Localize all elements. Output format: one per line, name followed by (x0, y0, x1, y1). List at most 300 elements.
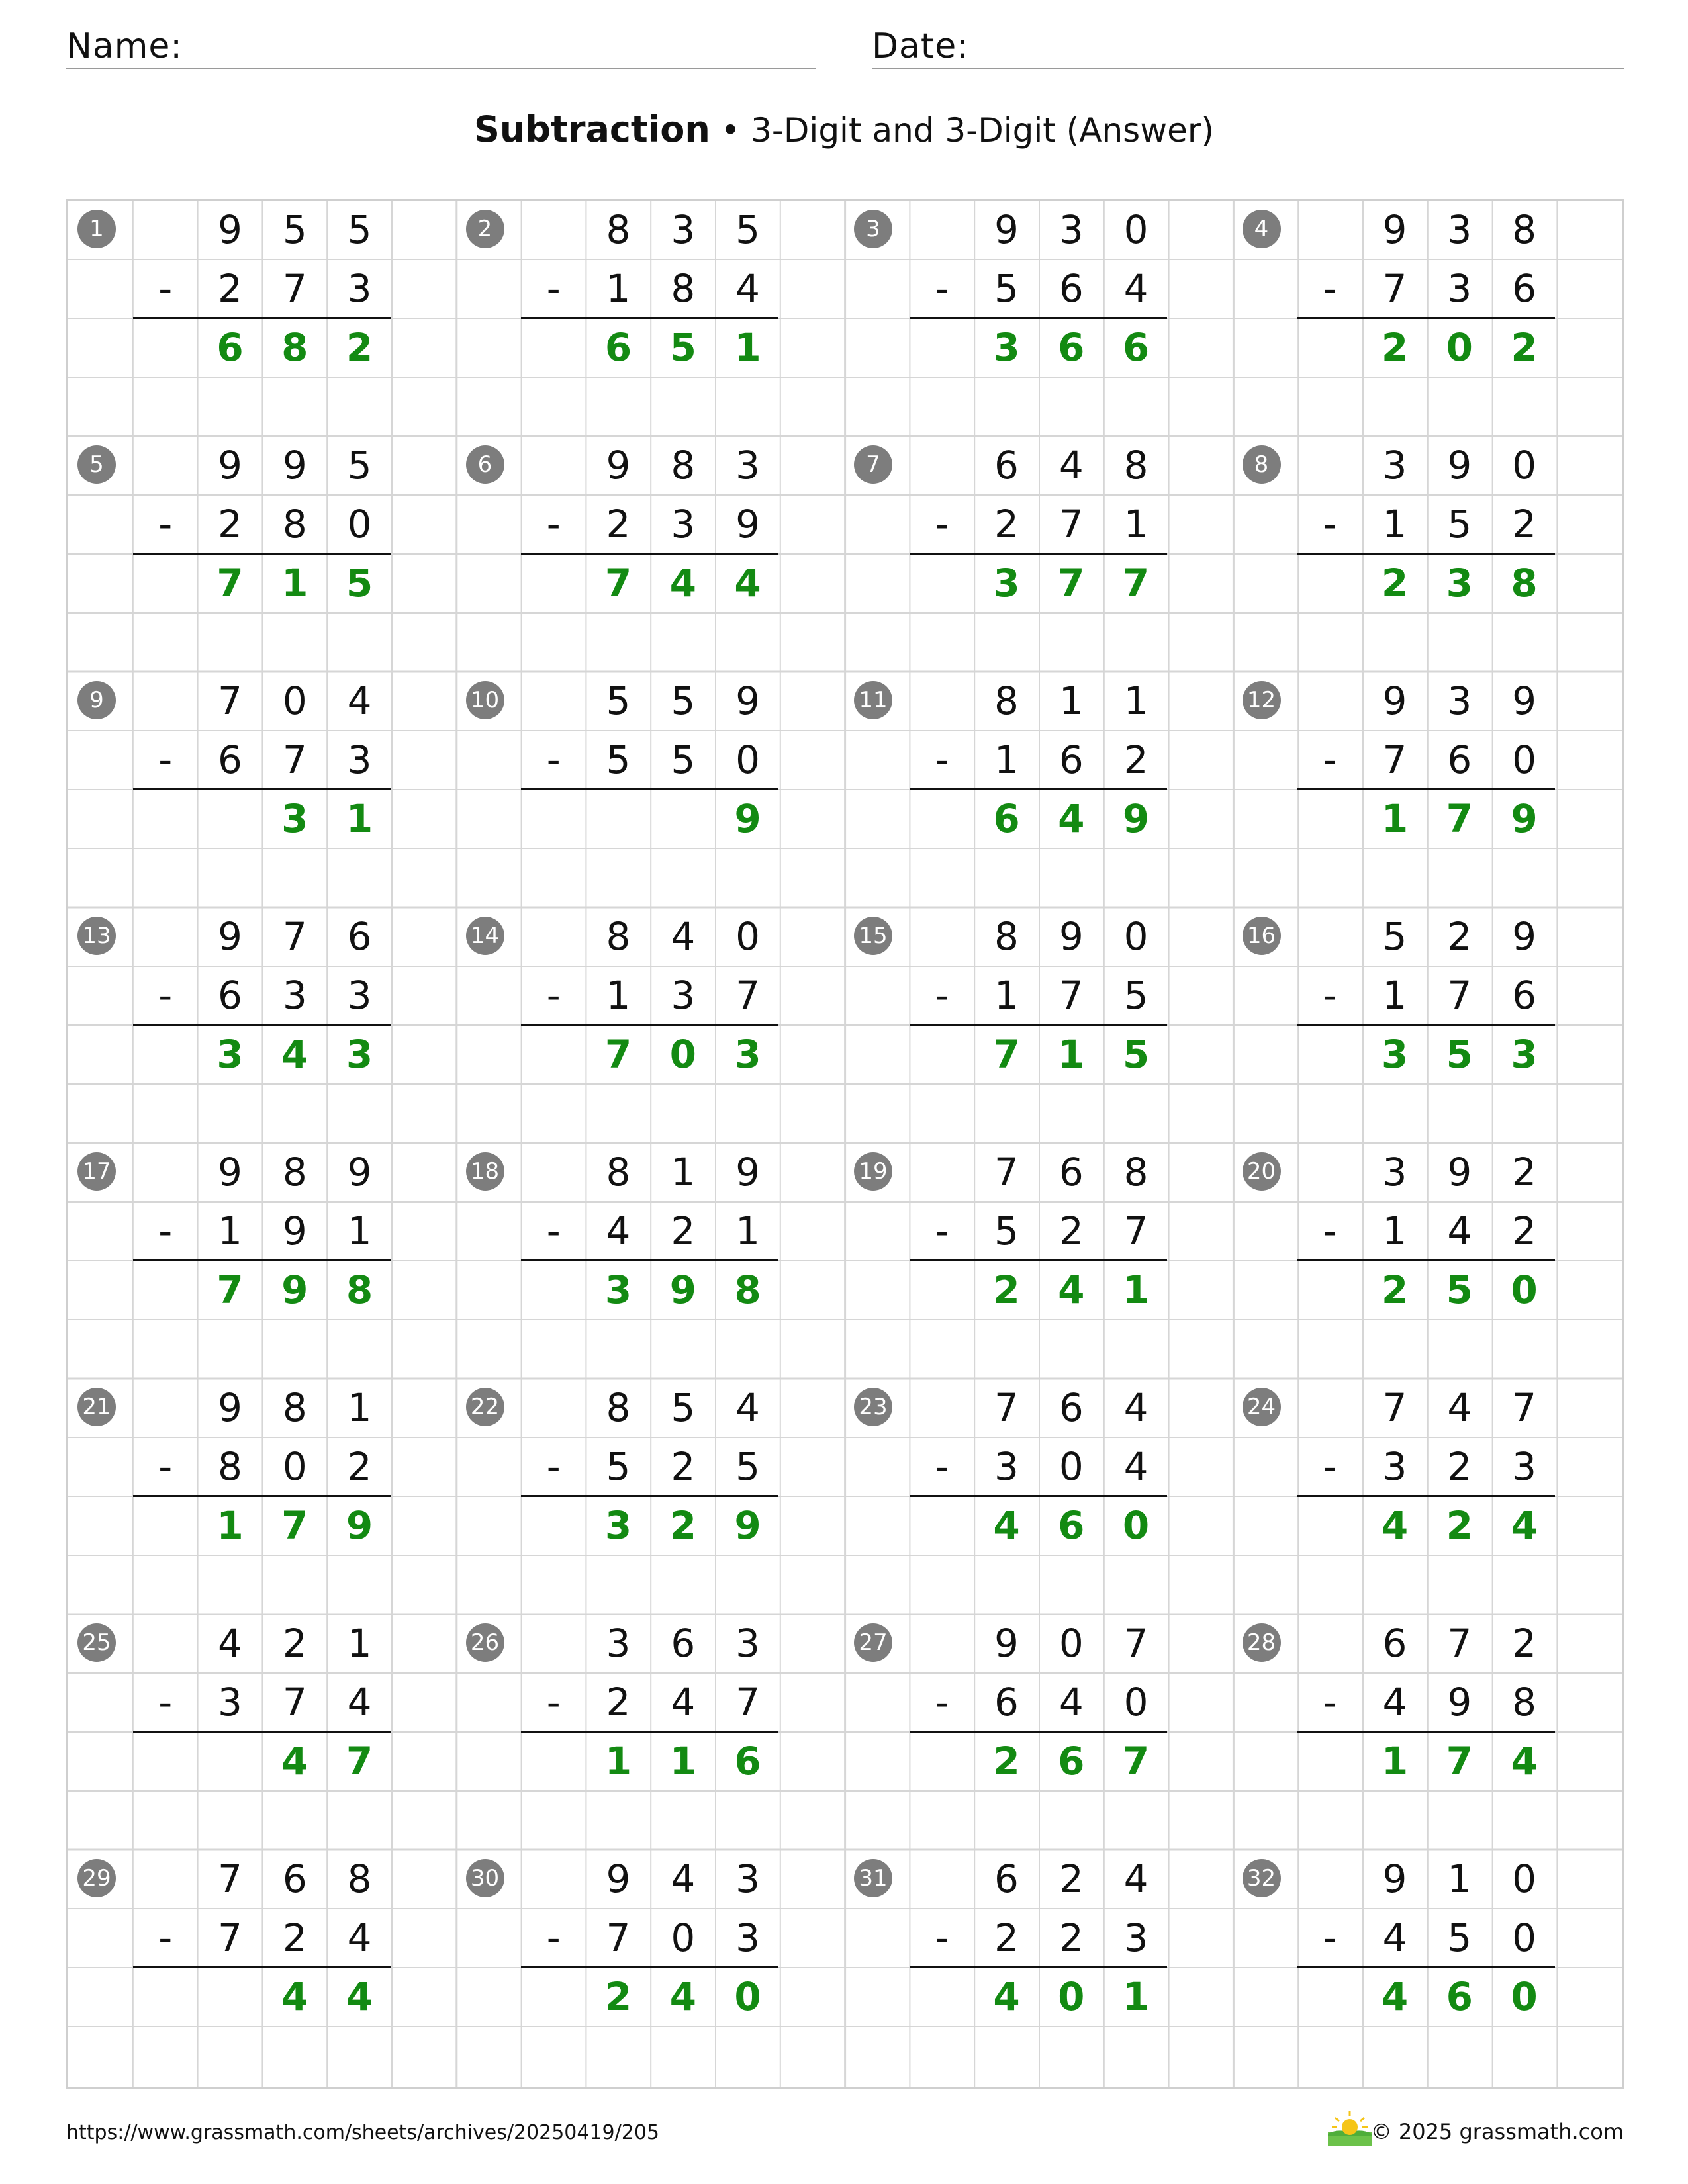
subtrahend-digit: 0 (1058, 1444, 1084, 1489)
problem-number-badge: 28 (1243, 1623, 1281, 1662)
answer-digit: 7 (1058, 561, 1085, 606)
problem-number-badge: 20 (1243, 1152, 1281, 1191)
minus-sign: - (546, 1208, 561, 1253)
problem-number-badge: 8 (1243, 445, 1281, 484)
minus-sign: - (1323, 502, 1337, 547)
minus-sign: - (1323, 1915, 1337, 1960)
minuend-digit: 9 (1512, 914, 1537, 959)
problem-number-badge: 24 (1243, 1388, 1281, 1426)
subtrahend-digit: 1 (994, 737, 1019, 782)
answer-digit: 5 (1446, 1267, 1473, 1312)
answer-digit: 2 (1381, 1267, 1409, 1312)
answer-digit: 0 (669, 1032, 696, 1077)
problem-number-badge: 21 (77, 1388, 116, 1426)
minus-sign: - (1323, 1208, 1337, 1253)
subtrahend-digit: 7 (282, 737, 307, 782)
subtrahend-digit: 3 (994, 1444, 1019, 1489)
problem-number-badge: 32 (1243, 1859, 1281, 1897)
subtrahend-digit: 2 (1512, 502, 1537, 547)
minus-sign: - (546, 1680, 561, 1725)
subtrahend-digit: 7 (735, 1680, 761, 1725)
minuend-digit: 5 (347, 207, 372, 252)
problem-number-badge: 3 (854, 210, 892, 248)
subtrahend-digit: 5 (671, 737, 696, 782)
problem-24 (1233, 1379, 1622, 1614)
minuend-digit: 0 (1123, 914, 1149, 959)
minuend-digit: 8 (282, 1385, 307, 1430)
minus-sign: - (935, 1208, 949, 1253)
minuend-digit: 1 (1058, 678, 1084, 723)
answer-digit: 4 (281, 1032, 308, 1077)
answer-digit: 4 (669, 1974, 696, 2019)
minus-sign: - (1323, 1444, 1337, 1489)
answer-digit: 9 (1511, 796, 1538, 841)
subtrahend-digit: 5 (606, 737, 631, 782)
answer-digit (198, 1968, 263, 2026)
problem-number-badge: 2 (466, 210, 504, 248)
minuend-digit: 6 (1058, 1385, 1084, 1430)
problem-4 (1233, 201, 1622, 436)
minuend-digit: 8 (994, 914, 1019, 959)
problem-19 (845, 1143, 1233, 1379)
problem-25 (68, 1614, 457, 1850)
minuend-digit: 5 (735, 207, 761, 252)
answer-digit: 3 (604, 1267, 632, 1312)
subtrahend-digit: 7 (1058, 973, 1084, 1018)
minuend-digit: 1 (347, 1621, 372, 1666)
answer-digit: 0 (1446, 325, 1473, 370)
minuend-digit: 3 (1382, 443, 1407, 488)
minuend-digit: 9 (218, 1385, 242, 1430)
problem-29 (68, 1850, 457, 2085)
minus-sign: - (546, 737, 561, 782)
minus-sign: - (1323, 1680, 1337, 1725)
minus-sign: - (158, 973, 173, 1018)
minuend-digit: 5 (671, 1385, 696, 1430)
minus-sign: - (1323, 737, 1337, 782)
answer-rule (910, 553, 1167, 555)
minuend-digit: 3 (1447, 207, 1472, 252)
minuend-digit: 0 (1512, 443, 1537, 488)
footer-copyright: © 2025 grassmath.com (1370, 2119, 1624, 2144)
minuend-digit: 3 (735, 443, 761, 488)
problem-number-badge: 12 (1243, 681, 1281, 719)
subtrahend-digit: 3 (1512, 1444, 1537, 1489)
answer-digit: 7 (281, 1503, 308, 1548)
answer-digit: 1 (1058, 1032, 1085, 1077)
subtrahend-digit: 2 (606, 502, 631, 547)
subtrahend-digit: 4 (671, 1680, 696, 1725)
subtrahend-digit: 4 (1123, 1444, 1149, 1489)
subtrahend-digit: 1 (1382, 1208, 1407, 1253)
minuend-digit: 4 (1447, 1385, 1472, 1430)
subtrahend-digit: 4 (1382, 1680, 1407, 1725)
problem-number-badge: 14 (466, 917, 504, 955)
minus-sign: - (935, 1680, 949, 1725)
subtrahend-digit: 4 (1447, 1208, 1472, 1253)
minuend-digit: 3 (1447, 678, 1472, 723)
problem-1 (68, 201, 457, 436)
minuend-digit: 6 (347, 914, 372, 959)
subtrahend-digit: 4 (347, 1915, 372, 1960)
answer-digit (651, 790, 716, 848)
answer-rule (910, 1259, 1167, 1261)
minuend-digit: 0 (1512, 1856, 1537, 1901)
subtrahend-digit: 9 (735, 502, 761, 547)
subtrahend-digit: 4 (1382, 1915, 1407, 1960)
minus-sign: - (935, 1915, 949, 1960)
subtrahend-digit: 6 (1447, 737, 1472, 782)
answer-digit: 7 (1122, 1739, 1150, 1784)
subtrahend-digit: 2 (1447, 1444, 1472, 1489)
minuend-digit: 3 (735, 1856, 761, 1901)
answer-digit: 3 (281, 796, 308, 841)
answer-digit: 2 (604, 1974, 632, 2019)
minuend-digit: 7 (282, 914, 307, 959)
answer-rule (133, 1495, 391, 1497)
minus-sign: - (935, 1444, 949, 1489)
answer-rule (1297, 1966, 1555, 1968)
subtrahend-digit: 6 (218, 737, 242, 782)
answer-digit: 4 (1381, 1503, 1409, 1548)
subtrahend-digit: 5 (1447, 502, 1472, 547)
minuend-digit: 5 (671, 678, 696, 723)
subtrahend-digit: 3 (671, 502, 696, 547)
answer-digit: 1 (1381, 1739, 1409, 1784)
minus-sign: - (158, 502, 173, 547)
minuend-digit: 4 (1058, 443, 1084, 488)
subtrahend-digit: 3 (282, 973, 307, 1018)
subtrahend-digit: 7 (218, 1915, 242, 1960)
minuend-digit: 4 (735, 1385, 761, 1430)
problem-number-badge: 9 (77, 681, 116, 719)
subtrahend-digit: 6 (1058, 737, 1084, 782)
minuend-digit: 1 (1123, 678, 1149, 723)
answer-digit: 4 (1511, 1503, 1538, 1548)
minuend-digit: 0 (1058, 1621, 1084, 1666)
answer-digit: 3 (734, 1032, 761, 1077)
answer-digit: 7 (993, 1032, 1020, 1077)
answer-digit: 9 (1122, 796, 1150, 841)
answer-digit: 9 (281, 1267, 308, 1312)
minuend-digit: 9 (606, 443, 631, 488)
minus-sign: - (158, 1915, 173, 1960)
subtrahend-digit: 1 (1382, 973, 1407, 1018)
subtrahend-digit: 7 (1058, 502, 1084, 547)
minuend-digit: 7 (1382, 1385, 1407, 1430)
answer-digit: 2 (1511, 325, 1538, 370)
subtrahend-digit: 4 (1058, 1680, 1084, 1725)
minuend-digit: 8 (1512, 207, 1537, 252)
answer-digit: 3 (993, 561, 1020, 606)
answer-rule (1297, 1024, 1555, 1026)
answer-rule (133, 553, 391, 555)
answer-digit: 2 (346, 325, 373, 370)
answer-digit: 3 (993, 325, 1020, 370)
answer-digit: 1 (734, 325, 761, 370)
minuend-digit: 1 (1447, 1856, 1472, 1901)
minus-sign: - (546, 973, 561, 1018)
footer-url[interactable]: https://www.grassmath.com/sheets/archives/20250419/205 (66, 2121, 660, 2144)
problem-26 (457, 1614, 845, 1850)
problem-8 (1233, 436, 1622, 672)
answer-digit: 2 (1381, 325, 1409, 370)
subtrahend-digit: 2 (994, 1915, 1019, 1960)
answer-digit (198, 790, 263, 848)
title-main: Subtraction (474, 109, 710, 150)
answer-digit: 0 (734, 1974, 761, 2019)
subtrahend-digit: 5 (1447, 1915, 1472, 1960)
problem-21 (68, 1379, 457, 1614)
subtrahend-digit: 6 (1512, 973, 1537, 1018)
answer-digit: 9 (346, 1503, 373, 1548)
problem-30 (457, 1850, 845, 2085)
date-field[interactable] (872, 25, 1624, 69)
answer-rule (1297, 1731, 1555, 1733)
subtrahend-digit: 3 (1123, 1915, 1149, 1960)
answer-rule (133, 1966, 391, 1968)
answer-digit: 4 (993, 1974, 1020, 2019)
subtrahend-digit: 2 (671, 1444, 696, 1489)
minuend-digit: 3 (671, 207, 696, 252)
answer-digit: 4 (1511, 1739, 1538, 1784)
problem-10 (457, 672, 845, 907)
name-field[interactable] (66, 25, 816, 69)
minus-sign: - (935, 973, 949, 1018)
minus-sign: - (158, 1444, 173, 1489)
answer-digit: 9 (734, 796, 761, 841)
answer-rule (910, 317, 1167, 319)
problem-6 (457, 436, 845, 672)
answer-digit: 5 (669, 325, 696, 370)
subtrahend-digit: 6 (994, 1680, 1019, 1725)
problem-number-badge: 13 (77, 917, 116, 955)
minuend-digit: 9 (1382, 678, 1407, 723)
answer-digit: 7 (216, 561, 244, 606)
minuend-digit: 6 (1058, 1150, 1084, 1195)
subtrahend-digit: 5 (606, 1444, 631, 1489)
minuend-digit: 8 (1123, 1150, 1149, 1195)
answer-digit: 0 (1122, 1503, 1150, 1548)
answer-digit: 4 (993, 1503, 1020, 1548)
subtrahend-digit: 3 (347, 266, 372, 311)
answer-rule (1297, 317, 1555, 319)
problem-2 (457, 201, 845, 436)
minuend-digit: 0 (735, 914, 761, 959)
minuend-digit: 4 (218, 1621, 242, 1666)
answer-rule (521, 317, 778, 319)
minuend-digit: 1 (347, 1385, 372, 1430)
problem-9 (68, 672, 457, 907)
minuend-digit: 8 (1123, 443, 1149, 488)
answer-rule (521, 1259, 778, 1261)
minuend-digit: 9 (606, 1856, 631, 1901)
minuend-digit: 2 (1447, 914, 1472, 959)
answer-rule (910, 1495, 1167, 1497)
minuend-digit: 9 (994, 1621, 1019, 1666)
subtrahend-digit: 0 (347, 502, 372, 547)
answer-digit: 6 (216, 325, 244, 370)
answer-digit: 6 (734, 1739, 761, 1784)
minuend-digit: 6 (671, 1621, 696, 1666)
minuend-digit: 8 (606, 207, 631, 252)
minuend-digit: 2 (1058, 1856, 1084, 1901)
answer-rule (521, 1966, 778, 1968)
answer-rule (521, 1495, 778, 1497)
problem-grid (66, 199, 1624, 2089)
problem-32 (1233, 1850, 1622, 2085)
minuend-digit: 8 (347, 1856, 372, 1901)
answer-digit: 2 (993, 1739, 1020, 1784)
subtrahend-digit: 2 (1512, 1208, 1537, 1253)
minuend-digit: 9 (218, 914, 242, 959)
subtrahend-digit: 6 (218, 973, 242, 1018)
answer-digit: 6 (1058, 325, 1085, 370)
problem-number-badge: 23 (854, 1388, 892, 1426)
answer-digit: 1 (604, 1739, 632, 1784)
answer-rule (910, 788, 1167, 790)
problem-17 (68, 1143, 457, 1379)
minus-sign: - (158, 1208, 173, 1253)
minuend-digit: 0 (1123, 207, 1149, 252)
answer-digit: 6 (1058, 1503, 1085, 1548)
subtrahend-digit: 3 (347, 973, 372, 1018)
answer-digit: 3 (1446, 561, 1473, 606)
answer-digit: 4 (281, 1974, 308, 2019)
answer-digit: 4 (346, 1974, 373, 2019)
answer-rule (133, 1259, 391, 1261)
subtrahend-digit: 2 (282, 1915, 307, 1960)
minus-sign: - (546, 502, 561, 547)
subtrahend-digit: 7 (1382, 737, 1407, 782)
answer-digit: 5 (1122, 1032, 1150, 1077)
answer-digit: 3 (1511, 1032, 1538, 1077)
answer-digit: 0 (1511, 1974, 1538, 2019)
subtrahend-digit: 1 (1382, 502, 1407, 547)
minuend-digit: 8 (606, 1385, 631, 1430)
problem-number-badge: 26 (466, 1623, 504, 1662)
subtrahend-digit: 4 (1123, 266, 1149, 311)
subtrahend-digit: 4 (606, 1208, 631, 1253)
minuend-digit: 9 (218, 1150, 242, 1195)
problem-12 (1233, 672, 1622, 907)
minuend-digit: 8 (606, 1150, 631, 1195)
answer-digit: 8 (281, 325, 308, 370)
answer-rule (910, 1024, 1167, 1026)
answer-digit: 1 (669, 1739, 696, 1784)
problem-3 (845, 201, 1233, 436)
minus-sign: - (935, 737, 949, 782)
minuend-digit: 3 (606, 1621, 631, 1666)
answer-rule (521, 553, 778, 555)
minuend-digit: 8 (994, 678, 1019, 723)
answer-rule (910, 1966, 1167, 1968)
problem-number-badge: 17 (77, 1152, 116, 1191)
answer-digit: 7 (604, 1032, 632, 1077)
subtrahend-digit: 2 (671, 1208, 696, 1253)
problem-number-badge: 18 (466, 1152, 504, 1191)
minuend-digit: 9 (735, 1150, 761, 1195)
subtrahend-digit: 2 (347, 1444, 372, 1489)
answer-rule (1297, 1495, 1555, 1497)
subtrahend-digit: 2 (218, 502, 242, 547)
subtrahend-digit: 0 (671, 1915, 696, 1960)
subtrahend-digit: 8 (671, 266, 696, 311)
problem-number-badge: 31 (854, 1859, 892, 1897)
problem-15 (845, 907, 1233, 1143)
minuend-digit: 3 (735, 1621, 761, 1666)
answer-digit: 6 (1058, 1739, 1085, 1784)
date-label: Date: (872, 26, 969, 66)
minus-sign: - (158, 1680, 173, 1725)
problem-11 (845, 672, 1233, 907)
problem-18 (457, 1143, 845, 1379)
answer-digit: 0 (1058, 1974, 1085, 2019)
problem-20 (1233, 1143, 1622, 1379)
subtrahend-digit: 0 (1123, 1680, 1149, 1725)
answer-digit (198, 1732, 263, 1791)
minus-sign: - (935, 266, 949, 311)
subtrahend-digit: 7 (282, 1680, 307, 1725)
subtrahend-digit: 2 (1058, 1915, 1084, 1960)
answer-rule (133, 1731, 391, 1733)
problem-31 (845, 1850, 1233, 2085)
minuend-digit: 7 (1123, 1621, 1149, 1666)
subtrahend-digit: 1 (347, 1208, 372, 1253)
problem-28 (1233, 1614, 1622, 1850)
problem-number-badge: 19 (854, 1152, 892, 1191)
answer-digit: 1 (1381, 796, 1409, 841)
answer-digit: 7 (1446, 796, 1473, 841)
minuend-digit: 3 (1382, 1150, 1407, 1195)
minuend-digit: 9 (1382, 207, 1407, 252)
answer-digit: 8 (1511, 561, 1538, 606)
subtrahend-digit: 5 (994, 266, 1019, 311)
answer-digit: 3 (1381, 1032, 1409, 1077)
subtrahend-digit: 7 (1447, 973, 1472, 1018)
minuend-digit: 9 (1382, 1856, 1407, 1901)
minuend-digit: 0 (282, 678, 307, 723)
minuend-digit: 9 (994, 207, 1019, 252)
subtrahend-digit: 3 (347, 737, 372, 782)
problem-13 (68, 907, 457, 1143)
answer-digit: 7 (346, 1739, 373, 1784)
minus-sign: - (1323, 266, 1337, 311)
subtrahend-digit: 4 (735, 266, 761, 311)
minuend-digit: 7 (1447, 1621, 1472, 1666)
minuend-digit: 5 (606, 678, 631, 723)
minuend-digit: 4 (671, 914, 696, 959)
answer-digit: 7 (1122, 561, 1150, 606)
subtrahend-digit: 8 (1512, 1680, 1537, 1725)
subtrahend-digit: 4 (347, 1680, 372, 1725)
minuend-digit: 7 (994, 1385, 1019, 1430)
minuend-digit: 8 (282, 1150, 307, 1195)
problem-number-badge: 10 (466, 681, 504, 719)
answer-digit: 1 (216, 1503, 244, 1548)
subtrahend-digit: 7 (735, 973, 761, 1018)
answer-digit: 0 (1511, 1267, 1538, 1312)
answer-rule (910, 1731, 1167, 1733)
problem-number-badge: 15 (854, 917, 892, 955)
minuend-digit: 9 (218, 207, 242, 252)
subtrahend-digit: 2 (994, 502, 1019, 547)
minuend-digit: 7 (218, 1856, 242, 1901)
answer-digit: 2 (1446, 1503, 1473, 1548)
answer-digit: 4 (281, 1739, 308, 1784)
minuend-digit: 9 (1447, 1150, 1472, 1195)
minuend-digit: 5 (347, 443, 372, 488)
